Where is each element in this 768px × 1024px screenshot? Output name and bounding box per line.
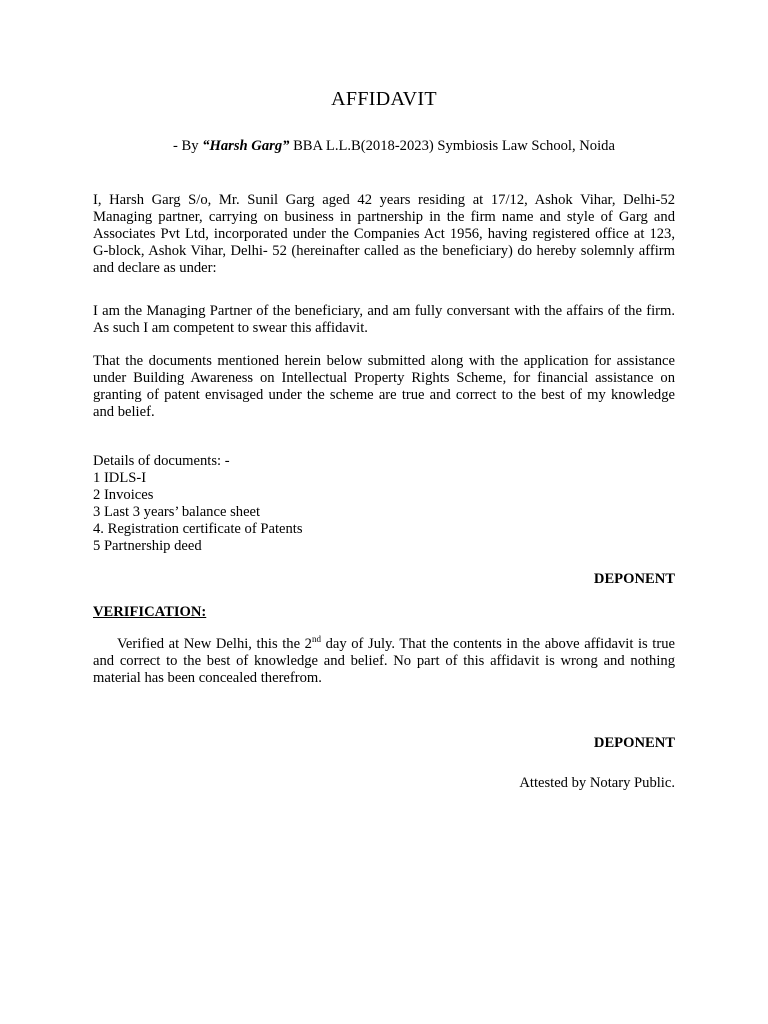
documents-heading: Details of documents: - [93, 453, 230, 469]
verification-text-start: Verified at New Delhi, this the 2 [117, 636, 312, 652]
verification-paragraph [93, 636, 675, 687]
ordinal-suffix: nd [311, 634, 321, 644]
list-item: 2 Invoices [93, 487, 154, 503]
documents-statement-paragraph: That the documents mentioned herein below submitted along with the application for assistance under Building Awareness on Intellectual Property Rights Scheme, for financial assistance on granting of patent envisaged under the scheme are true and correct to the best of my knowledge and belief. [93, 353, 675, 420]
deponent-signature-label-2: DEPONENT [593, 735, 675, 751]
documents-list [93, 453, 493, 555]
deponent-signature-label: DEPONENT [593, 571, 675, 587]
list-item: 1 IDLS-I [93, 470, 147, 486]
declaration-paragraph: I, Harsh Garg S/o, Mr. Sunil Garg aged 42 years residing at 17/12, Ashok Vihar, Delhi-52 Managing partner, carrying on business in partnership in the firm name and style of Garg and Associates Pvt Ltd, incorporated under the Companies Act 1956, having registered office at 123, G-block, Ashok Vihar, Delhi- 52 (hereinafter called as the beneficiary) do hereby solemnly affirm and declare as under: [93, 192, 675, 276]
list-item: 5 Partnership deed [93, 538, 202, 554]
author-byline [0, 138, 768, 155]
verification-heading: VERIFICATION: [93, 604, 207, 620]
list-item: 4. Registration certificate of Patents [93, 521, 303, 537]
document-title: AFFIDAVIT [331, 88, 437, 110]
byline-prefix: - By [173, 138, 203, 154]
verification-text-end: day of July. That the contents in the above affidavit is true and correct to the best of knowledge and belief. No part of this affidavit is wrong and nothing material has been concealed therefrom. [93, 636, 675, 686]
notary-attestation: Attested by Notary Public. [519, 775, 675, 791]
byline-author-name: “Harsh Garg” [202, 138, 290, 154]
competence-paragraph: I am the Managing Partner of the beneficiary, and am fully conversant with the affairs of the firm. As such I am competent to swear this affidavit. [93, 303, 675, 336]
byline-suffix: BBA L.L.B(2018-2023) Symbiosis Law School, Noida [289, 138, 615, 154]
list-item: 3 Last 3 years’ balance sheet [93, 504, 261, 520]
